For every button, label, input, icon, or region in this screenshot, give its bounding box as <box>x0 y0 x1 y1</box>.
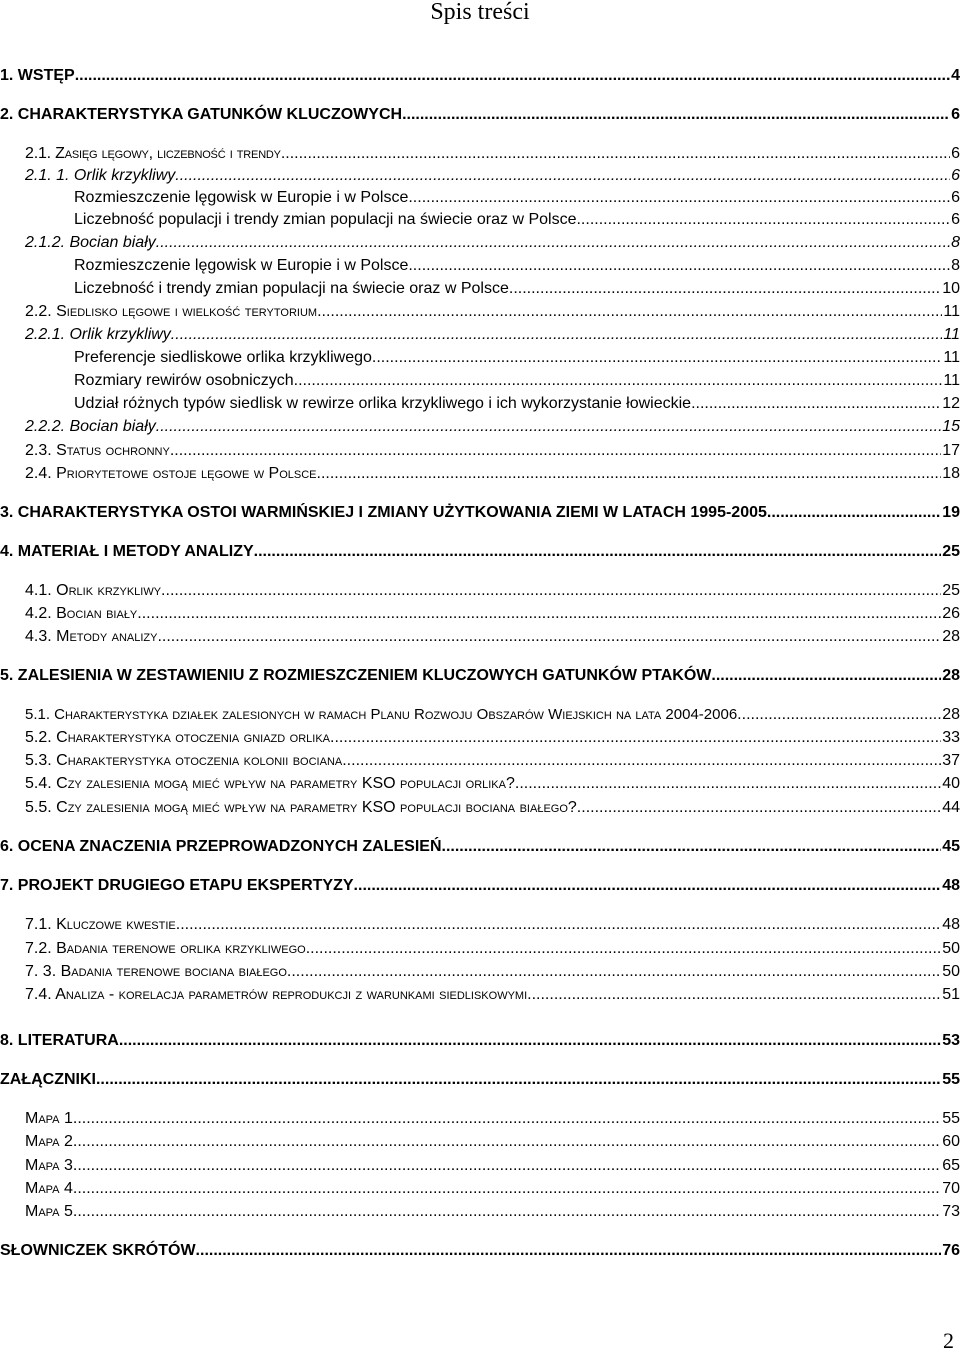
toc-entry[interactable] <box>25 773 960 795</box>
toc-leader <box>711 665 941 687</box>
toc-entry[interactable] <box>25 603 960 625</box>
toc-entry-label: 7. 3. Badania terenowe bociana białego <box>25 963 287 980</box>
toc-entry[interactable] <box>25 727 960 749</box>
toc-leader <box>402 104 950 126</box>
toc-leader <box>317 463 942 485</box>
toc-leader <box>137 603 941 625</box>
toc-leader <box>737 704 941 726</box>
toc-entry-label: SŁOWNICZEK SKRÓTÓW <box>0 1242 196 1259</box>
toc-entry-page: 48 <box>942 916 960 933</box>
toc-entry[interactable] <box>0 836 960 858</box>
toc-entry-page: 44 <box>942 799 960 816</box>
toc-entry[interactable] <box>25 1155 960 1177</box>
toc-entry-label: 2.2.1. Orlik krzykliwy <box>25 326 171 343</box>
toc-entry-label: Liczebność i trendy zmian populacji na świecie oraz w Polsce <box>74 280 509 297</box>
toc-entry-page: 8 <box>951 234 960 251</box>
toc-leader <box>442 836 942 858</box>
toc-entry-label: 5. ZALESIENIA W ZESTAWIENIU Z ROZMIESZCZENIEM KLUCZOWYCH GATUNKÓW PTAKÓW <box>0 667 712 684</box>
toc-entry[interactable] <box>74 370 960 392</box>
toc-leader <box>515 773 941 795</box>
toc-entry[interactable] <box>25 1131 960 1153</box>
toc-entry[interactable] <box>25 1108 960 1130</box>
toc-entry-label: 5.1. Charakterystyka działek zalesionych w ramach Planu Rozwoju Obszarów Wiejskich na lata 2004-2006 <box>25 706 738 723</box>
toc-entry[interactable] <box>74 209 960 231</box>
toc-leader <box>576 209 950 231</box>
page-title: Spis treści <box>430 0 530 25</box>
toc-entry-page: 11 <box>943 303 960 320</box>
toc-entry-page: 11 <box>943 326 960 343</box>
toc-leader <box>156 416 941 438</box>
toc-leader <box>170 440 941 462</box>
toc-entry[interactable] <box>0 1030 960 1052</box>
toc-entry-page: 40 <box>942 775 960 792</box>
toc-leader <box>96 1069 941 1091</box>
toc-entry-label: Mapa 4. <box>25 1180 78 1197</box>
toc-entry-label: 5.5. Czy zalesienia mogą mieć wpływ na parametry KSO populacji bociana białego? <box>25 799 577 816</box>
toc-leader <box>157 626 941 648</box>
toc-entry-page: 15 <box>942 418 960 435</box>
toc-entry-label: 7.1. Kluczowe kwestie <box>25 916 176 933</box>
toc-leader <box>77 1155 941 1177</box>
toc-entry[interactable] <box>25 165 960 187</box>
toc-leader <box>119 1030 941 1052</box>
toc-entry-label: 2.2. Siedlisko lęgowe i wielkość terytorium <box>25 303 318 320</box>
toc-leader <box>77 1108 941 1130</box>
toc-leader <box>77 1201 941 1223</box>
toc-entry-label: Mapa 5. <box>25 1203 78 1220</box>
toc-entry-label: Preferencje siedliskowe orlika krzykliwego <box>74 349 372 366</box>
toc-entry-page: 17 <box>942 442 960 459</box>
toc-entry-label: 3. CHARAKTERYSTYKA OSTOI WARMIŃSKIEJ I ZMIANY UŻYTKOWANIA ZIEMI W LATACH 1995-2005 <box>0 504 767 521</box>
toc-entry-page: 12 <box>942 395 960 412</box>
toc-entry[interactable] <box>25 324 960 346</box>
toc-entry-label: Rozmieszczenie lęgowisk w Europie i w Polsce <box>74 257 409 274</box>
toc-entry[interactable] <box>0 665 960 687</box>
toc-leader <box>509 278 941 300</box>
toc-leader <box>767 502 941 524</box>
toc-entry-label: 2.1. Zasięg lęgowy, liczebność i trendy <box>25 145 281 162</box>
toc-entry-label: 2.4. Priorytetowe ostoje lęgowe w Polsce <box>25 465 317 482</box>
toc-entry-page: 55 <box>942 1110 960 1127</box>
toc-leader <box>287 961 941 983</box>
toc-entry[interactable] <box>74 278 960 300</box>
toc-entry-page: 70 <box>942 1180 960 1197</box>
toc-entry[interactable] <box>25 440 960 462</box>
toc-entry-label: 4. MATERIAŁ I METODY ANALIZY <box>0 543 254 560</box>
toc-entry-page: 25 <box>942 582 960 599</box>
toc-entry-label: 5.4. Czy zalesienia mogą mieć wpływ na parametry KSO populacji orlika? <box>25 775 515 792</box>
toc-leader <box>306 938 942 960</box>
toc-entry-page: 6 <box>951 189 960 206</box>
toc-leader <box>294 370 943 392</box>
toc-entry[interactable] <box>25 938 960 960</box>
toc-entry-page: 50 <box>942 963 960 980</box>
toc-leader <box>577 797 941 819</box>
toc-leader <box>254 541 942 563</box>
toc-leader <box>330 727 941 749</box>
toc-leader <box>408 255 950 277</box>
toc-entry-label: 4.1. Orlik krzykliwy <box>25 582 162 599</box>
toc-entry-label: 2.1.2. Bocian biały <box>25 234 156 251</box>
toc-entry[interactable] <box>0 65 960 87</box>
toc-leader <box>75 65 950 87</box>
toc-entry-label: Rozmieszczenie lęgowisk w Europie i w Polsce <box>74 189 409 206</box>
toc-leader <box>77 1131 941 1153</box>
toc-entry-label: 2.1. 1. Orlik krzykliwy <box>25 167 176 184</box>
toc-entry-label: Mapa 2. <box>25 1133 78 1150</box>
toc-entry[interactable] <box>25 1201 960 1223</box>
toc-entry[interactable] <box>25 301 960 323</box>
toc-entry-page: 53 <box>942 1032 960 1049</box>
toc-entry-page: 11 <box>943 372 960 389</box>
toc-entry-label: 2.2.2. Bocian biały <box>25 418 156 435</box>
toc-leader <box>354 875 942 897</box>
toc-leader <box>281 143 950 165</box>
toc-leader <box>372 347 943 369</box>
toc-entry-label: 4.2. Bocian biały <box>25 605 138 622</box>
toc-entry-label: ZAŁĄCZNIKI <box>0 1071 96 1088</box>
toc-leader <box>691 393 941 415</box>
toc-entry[interactable] <box>74 393 960 415</box>
toc-entry-page: 37 <box>942 752 960 769</box>
toc-entry[interactable] <box>0 1240 960 1262</box>
toc-leader <box>408 187 950 209</box>
toc-entry-label: 6. OCENA ZNACZENIA PRZEPROWADZONYCH ZALESIEŃ <box>0 838 442 855</box>
toc-entry-page: 4 <box>951 67 960 84</box>
toc-entry[interactable] <box>0 1069 960 1091</box>
toc-entry-page: 26 <box>942 605 960 622</box>
toc-entry-label: 4.3. Metody analizy <box>25 628 158 645</box>
toc-entry-page: 28 <box>942 667 960 684</box>
toc-entry-page: 6 <box>951 106 960 123</box>
toc-entry-page: 6 <box>951 211 960 228</box>
toc-entry-label: Rozmiary rewirów osobniczych <box>74 372 294 389</box>
toc-entry-page: 50 <box>942 940 960 957</box>
toc-entry-page: 28 <box>942 628 960 645</box>
toc-entry-page: 6 <box>951 145 960 162</box>
toc-entry-page: 28 <box>942 706 960 723</box>
toc-entry-label: Mapa 3. <box>25 1157 78 1174</box>
toc-entry-label: 7.2. Badania terenowe orlika krzykliwego <box>25 940 306 957</box>
toc-entry-page: 73 <box>942 1203 960 1220</box>
toc-entry-page: 18 <box>942 465 960 482</box>
toc-entry-label: 2. CHARAKTERYSTYKA GATUNKÓW KLUCZOWYCH <box>0 106 403 123</box>
toc-entry-page: 48 <box>942 877 960 894</box>
toc-entry[interactable] <box>74 347 960 369</box>
toc-entry-page: 76 <box>942 1242 960 1259</box>
toc-entry-page: 10 <box>942 280 960 297</box>
toc-entry[interactable] <box>25 914 960 936</box>
toc-entry-label: 7.4. Analiza - korelacja parametrów reprodukcji z warunkami siedliskowymi <box>25 986 528 1003</box>
toc-entry[interactable] <box>25 984 960 1006</box>
toc-entry-label: 2.3. Status ochronny <box>25 442 170 459</box>
page-number: 2 <box>943 1328 954 1353</box>
toc-entry-label: Udział różnych typów siedlisk w rewirze orlika krzykliwego i ich wykorzystanie łowieckie <box>74 395 692 412</box>
toc-entry[interactable] <box>25 232 960 254</box>
toc-entry[interactable] <box>25 626 960 648</box>
toc-entry-page: 11 <box>943 349 960 366</box>
toc-entry[interactable] <box>74 187 960 209</box>
toc-leader <box>175 165 950 187</box>
toc-entry[interactable] <box>25 580 960 602</box>
toc-leader <box>156 232 950 254</box>
toc-entry[interactable] <box>25 961 960 983</box>
toc-entry-label: 5.2. Charakterystyka otoczenia gniazd orlika <box>25 729 331 746</box>
toc-leader <box>527 984 941 1006</box>
toc-entry[interactable] <box>0 502 960 524</box>
toc-entry-label: 5.3. Charakterystyka otoczenia kolonii bociana <box>25 752 343 769</box>
toc-entry-page: 25 <box>942 543 960 560</box>
toc-entry[interactable] <box>0 541 960 563</box>
toc-entry-page: 55 <box>942 1071 960 1088</box>
toc-entry[interactable] <box>25 704 960 726</box>
toc-entry-label: Liczebność populacji i trendy zmian populacji na świecie oraz w Polsce <box>74 211 577 228</box>
toc-leader <box>317 301 942 323</box>
toc-entry-page: 19 <box>942 504 960 521</box>
toc-entry[interactable] <box>0 104 960 126</box>
toc-entry-page: 51 <box>942 986 960 1003</box>
toc-entry-page: 60 <box>942 1133 960 1150</box>
toc-leader <box>342 750 941 772</box>
toc-entry[interactable] <box>74 255 960 277</box>
toc-entry-page: 45 <box>942 838 960 855</box>
toc-entry[interactable] <box>25 416 960 438</box>
toc-entry[interactable] <box>25 750 960 772</box>
toc-entry-label: 1. WSTĘP <box>0 67 75 84</box>
toc-entry[interactable] <box>0 875 960 897</box>
toc-leader <box>77 1178 941 1200</box>
toc-entry-label: 8. LITERATURA <box>0 1032 119 1049</box>
toc-entry-page: 33 <box>942 729 960 746</box>
toc-entry-page: 6 <box>951 167 960 184</box>
toc-leader <box>196 1240 942 1262</box>
toc-entry[interactable] <box>25 1178 960 1200</box>
toc-entry-page: 8 <box>951 257 960 274</box>
toc-leader <box>176 914 941 936</box>
toc-entry[interactable] <box>25 143 960 165</box>
toc-entry[interactable] <box>25 463 960 485</box>
toc-leader <box>171 324 943 346</box>
toc-entry-label: Mapa 1. <box>25 1110 78 1127</box>
toc-entry-label: 7. PROJEKT DRUGIEGO ETAPU EKSPERTYZY <box>0 877 354 894</box>
toc-leader <box>161 580 941 602</box>
toc-entry[interactable] <box>25 797 960 819</box>
toc-entry-page: 65 <box>942 1157 960 1174</box>
